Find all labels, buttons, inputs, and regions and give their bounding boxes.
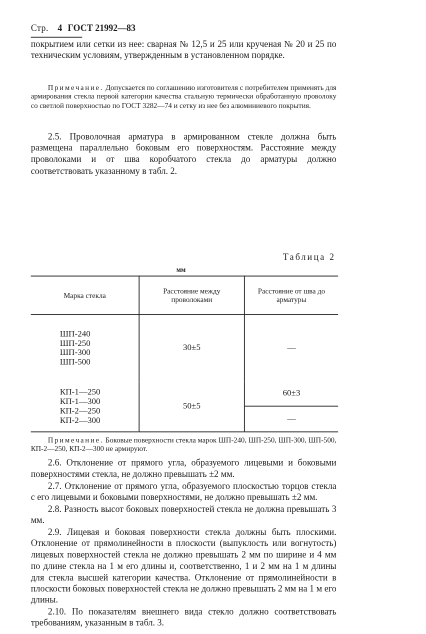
table-header-mark: Марка стекла [31,276,139,315]
mark-item: КП-1—300 [59,397,101,407]
table-cell-seam-bottom: — [287,414,296,424]
paragraph-2-5: 2.5. Проволочная арматура в армированном стекле должна быть размещена параллельно боковым его поверхностям. Расстояние между проволоками и от шва коробчатого стекла до арматуры должно соответствовать указанному в табл. 2. [30,132,337,177]
table-unit: мм [176,266,186,274]
table-header-between: Расстояние между проволоками [139,276,244,315]
mark-item: КП-2—300 [59,416,101,426]
mark-item: ШП-300 [59,348,91,358]
paragraph-2-6: 2.6. Отклонение от прямого угла, образуемого лицевыми и боковыми поверхностями стекла, не должно превышать ±2 мм. [30,458,337,480]
page-label: Стр. [30,23,49,34]
note-1-label: Примечание. [47,83,104,92]
table-header-seam: Расстояние от шва до арматуры [244,276,338,315]
table-row [31,315,338,382]
table-cell-seam-split [244,382,338,432]
table-header-row [31,276,338,315]
page-header [31,24,136,33]
note-1 [31,83,337,110]
table-cell-marks [31,382,139,432]
table-cell-seam-top: 60±3 [245,382,338,407]
note-2-text: Боковые поверхности стекла марок ШП-240, ШП-250, ШП-300, ШП-500, КП-2—250, КП-2—300 не армируют. [30,435,337,454]
table-cell-between: 50±5 [139,382,244,432]
table-cell-between: 30±5 [139,315,244,382]
table-caption: Таблица 2 [282,253,336,263]
paragraph-2-10: 2.10. По показателям внешнего вида стекло должно соответствовать требованиям, указанным в табл. 3. [30,607,337,629]
note-1-text: Допускается по соглашению изготовителя с потребителем применять для армирования стекла первой категории качества стальную термически обработанную проволоку со светлой поверхностью по ГОСТ 3282—74 и сетку из нее без алюминиевого покрытия. [30,83,337,110]
note-2-label: Примечание. [47,435,104,445]
table-cell-seam: — [287,343,296,354]
paragraph-2-8: 2.8. Разность высот боковых поверхностей стекла не должна превышать 3 мм. [30,505,337,526]
standard-number: ГОСТ 21992—83 [67,23,136,34]
mark-item: КП-2—250 [59,406,101,417]
note-2 [31,436,337,454]
mark-item: ШП-500 [59,357,91,368]
table-row [31,382,338,432]
table-2 [31,276,338,433]
paragraph-2-9: 2.9. Лицевая и боковая поверхности стекла должны быть плоскими. Отклонение от прямолинейности в плоскости (выпуклость или вогнутость) лицевых поверхностей стекла не должно превышать 2 мм по ширине и 4 мм по длине стекла на 1 м его длины и, соответственно, 1 и 2 мм на 1 м длины для стекла высшей категории качества. Отклонение от прямолинейности в плоскости боковых поверхностей стекла не должно превышать 2 мм на 1 м его длины. [30,528,337,606]
mark-item: ШП-240 [59,329,91,339]
paragraph-2-7: 2.7. Отклонение от прямого угла, образуемого плоскостью торцов стекла с его лицевыми и боковыми поверхностями, не должно превышать ±2 мм. [30,481,337,503]
header-rule [31,37,82,38]
mark-item: ШП-250 [59,338,91,349]
mark-item: КП-1—250 [59,387,101,397]
page-number: 4 [57,23,63,34]
paragraph-intro: покрытием или сетки из нее: сварная № 12,5 и 25 или крученая № 20 и 25 по техническим условиям, утвержденным в установленном порядке. [30,40,337,61]
table-cell-marks [31,315,139,382]
